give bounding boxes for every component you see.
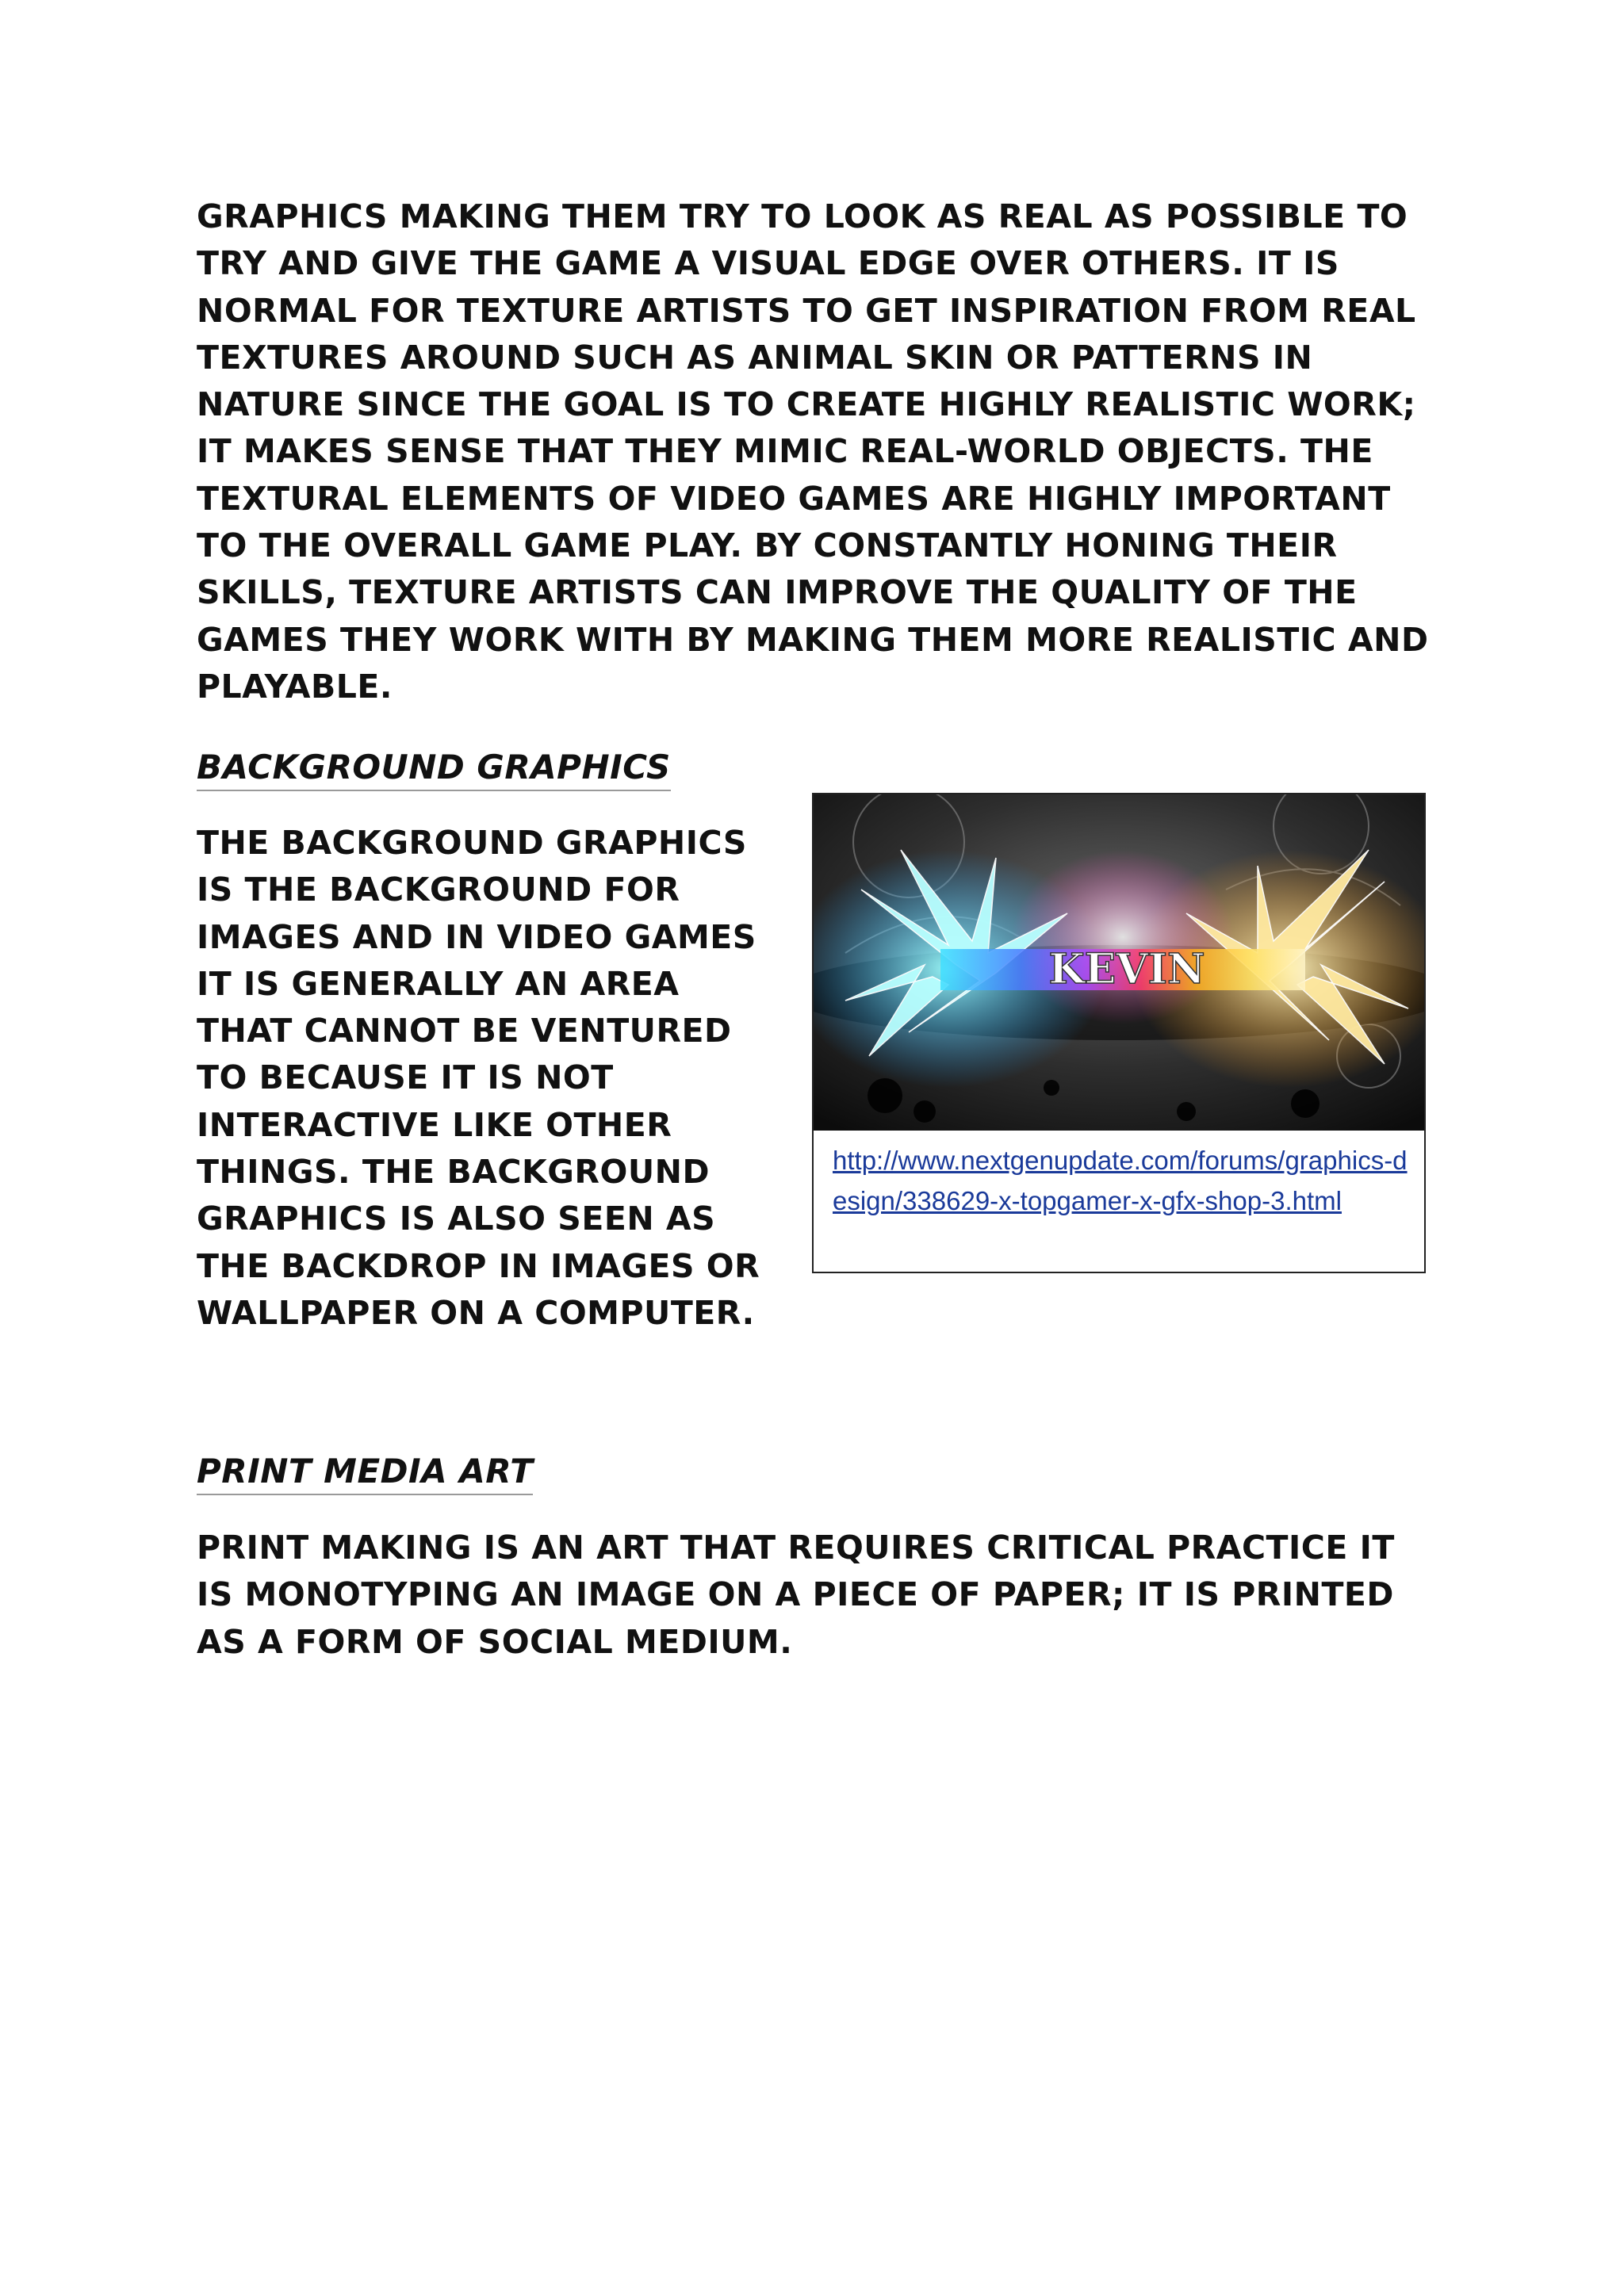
logo-text: KEVIN [1048,945,1205,993]
print-media-art-paragraph: PRINT MAKING IS AN ART THAT REQUIRES CRITICAL PRACTICE IT IS MONOTYPING AN IMAGE ON A PIECE OF PAPER; IT IS PRINTED AS A FORM OF SOCIAL MEDIUM. [197,1529,1395,1661]
figure-frame [812,793,1426,1273]
image-source-link[interactable]: http://www.nextgenupdate.com/forums/graphics-design/338629-x-topgamer-x-gfx-shop-3.html [833,1146,1408,1215]
background-graphics-paragraph: THE BACKGROUND GRAPHICS IS THE BACKGROUND FOR IMAGES AND IN VIDEO GAMES IT IS GENERALLY AN AREA THAT CANNOT BE VENTURED TO BECAUSE IT IS NOT INTERACTIVE LIKE OTHER THINGS. THE BACKGROUND GRAPHICS IS ALSO SEEN AS THE BACKDROP IN IMAGES OR WALLPAPER ON A COMPUTER. [197,824,760,1332]
print-media-art-heading: PRINT MEDIA ART [197,1449,533,1495]
kevin-logo-image [814,794,1424,1131]
intro-paragraph: GRAPHICS MAKING THEM TRY TO LOOK AS REAL AS POSSIBLE TO TRY AND GIVE THE GAME A VISUAL EDGE OVER OTHERS. IT IS NORMAL FOR TEXTURE ARTISTS TO GET INSPIRATION FROM REAL TEXTURES AROUND SUCH AS ANIMAL SKIN OR PATTERNS IN NATURE SINCE THE GOAL IS TO CREATE HIGHLY REALISTIC WORK; IT MAKES SENSE THAT THEY MIMIC REAL-WORLD OBJECTS. THE TEXTURAL ELEMENTS OF VIDEO GAMES ARE HIGHLY IMPORTANT TO THE OVERALL GAME PLAY. BY CONSTANTLY HONING THEIR SKILLS, TEXTURE ARTISTS CAN IMPROVE THE QUALITY OF THE GAMES THEY WORK WITH BY MAKING THEM MORE REALISTIC AND PLAYABLE. [197,197,1429,706]
background-graphics-heading: BACKGROUND GRAPHICS [197,745,671,791]
